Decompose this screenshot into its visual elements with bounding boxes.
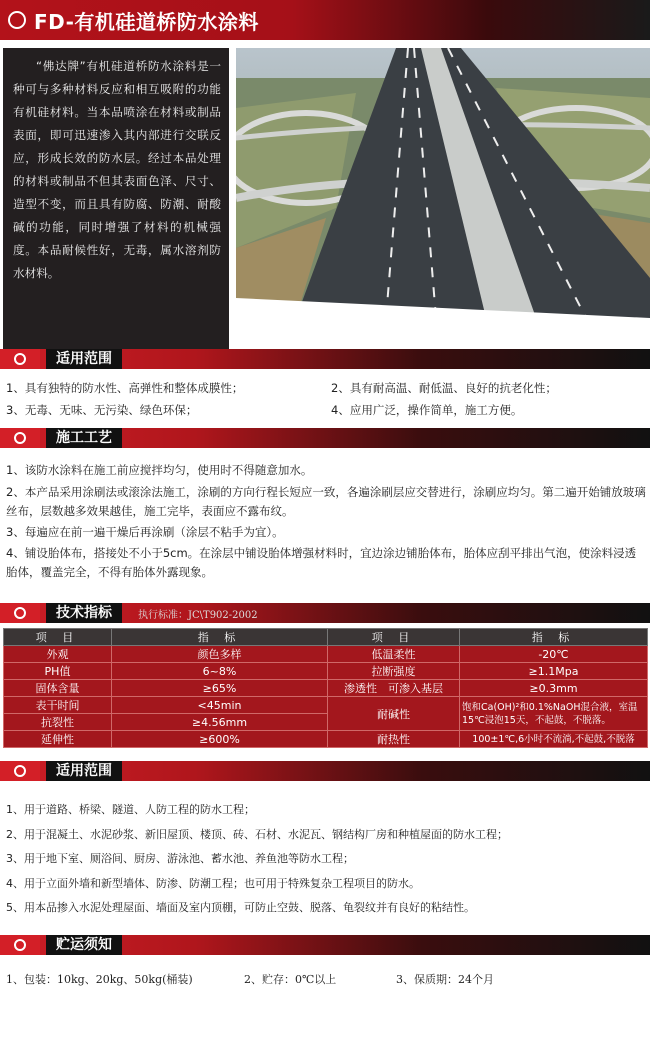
column-header: 项 目 [4,629,112,646]
list-item: 3、用于地下室、厕浴间、厨房、游泳池、蓄水池、养鱼池等防水工程； [6,852,354,865]
spec-table [3,628,648,748]
list-item: 5、用本品掺入水泥处理屋面、墙面及室内顶棚，可防止空鼓、脱落、龟裂纹并有良好的粘结性。 [6,901,475,914]
list-item: 2、本产品采用涂刷法或滚涂法施工，涂刷的方向行程长短应一致，各遍涂刷层应交替进行，涂刷应均匀。第二遍开始铺放玻璃丝布，层数越多效果越佳，施工完毕，表面应不露布纹。 [6,485,646,518]
table-cell: ≥65% [112,680,328,697]
list-item: 3、无毒、无味、无污染、绿色环保； [6,403,198,417]
table-cell: ≥1.1Mpa [460,663,648,680]
table-cell: 耐热性 [328,731,460,748]
section-header-storage [0,935,650,955]
table-row [4,731,648,748]
list-item: 1、用于道路、桥梁、隧道、人防工程的防水工程； [6,803,255,816]
title-bar [0,0,650,40]
column-header: 指 标 [112,629,328,646]
list-item: 2、具有耐高温、耐低温、良好的抗老化性； [331,381,557,395]
circle-icon [0,603,40,623]
list-item: 2、贮存：0℃以上 [244,973,337,986]
table-cell: 6~8% [112,663,328,680]
section-title: 施工工艺 [46,428,122,448]
table-cell: 固体含量 [4,680,112,697]
table-row [4,646,648,663]
section-title: 贮运须知 [46,935,122,955]
table-cell: 表干时间 [4,697,112,714]
section-header-process [0,428,650,448]
table-cell: 延伸性 [4,731,112,748]
table-cell: PH值 [4,663,112,680]
circle-icon [0,935,40,955]
table-cell: 外观 [4,646,112,663]
circle-icon [0,428,40,448]
table-cell: 耐碱性 [328,697,460,731]
table-cell: 渗透性 可渗入基层 [328,680,460,697]
list-item: 4、用于立面外墙和新型墙体、防渗、防潮工程；也可用于特殊复杂工程项目的防水。 [6,877,420,890]
highway-interchange-photo [236,48,650,318]
table-cell: 拉断强度 [328,663,460,680]
table-cell: ≥600% [112,731,328,748]
section-title: 技术指标 [46,603,122,623]
list-item: 3、每遍应在前一遍干燥后再涂刷（涂层不粘手为宜）。 [6,525,284,539]
table-cell: 颜色多样 [112,646,328,663]
intro-text: “佛达牌”有机硅道桥防水涂料是一种可与多种材料反应和相互吸附的功能有机硅材料。当本品喷涂在材料或制品表面，即可迅速渗入其内部进行交联反应，形成长效的防水层。经过本品处理的材料或制品不但其表面色泽、尺寸、造型不变，而且具有防腐、防潮、耐酸碱的功能，同时增强了材料的机械强度。本品耐候性好，无毒，属水溶剂防水材料。 [3,48,229,358]
circle-icon [0,761,40,781]
list-item: 1、具有独特的防水性、高弹性和整体成膜性； [6,381,244,395]
list-item: 4、铺设胎体布，搭接处不小于5cm。在涂层中铺设胎体增强材料时，宜边涂边铺胎体布，胎体应刮平排出气泡，使涂料浸透胎体，覆盖完全，不得有胎体外露现象。 [6,546,637,579]
section-title: 适用范围 [46,761,122,781]
table-cell: ≥0.3mm [460,680,648,697]
list-item: 4、应用广泛，操作简单，施工方便。 [331,403,523,417]
list-item: 2、用于混凝土、水泥砂浆、新旧屋顶、楼顶、砖、石材、水泥瓦、钢结构厂房和种植屋面的防水工程； [6,828,508,841]
circle-icon [0,349,40,369]
section-header-scope [0,349,650,369]
intro-section [0,42,650,332]
list-item: 3、保质期：24个月 [396,973,494,986]
table-cell: <45min [112,697,328,714]
section-header-applications [0,761,650,781]
column-header: 项 目 [328,629,460,646]
table-row [4,663,648,680]
table-cell: 低温柔性 [328,646,460,663]
table-cell: 抗裂性 [4,714,112,731]
standard-label: 执行标准：JC\T902-2002 [138,609,258,621]
table-cell: 饱和Ca(OH)²和0.1%NaOH混合液，室温15℃浸泡15天，不起鼓，不脱落。 [460,697,648,731]
table-cell: -20℃ [460,646,648,663]
page-title: FD-有机硅道桥防水涂料 [34,9,259,34]
table-cell: 100±1℃,6小时不流淌,不起鼓,不脱落 [460,731,648,748]
table-header-row [4,629,648,646]
section-title: 适用范围 [46,349,122,369]
table-cell: ≥4.56mm [112,714,328,731]
circle-icon [8,11,26,29]
section-header-specs [0,603,650,623]
table-row [4,680,648,697]
list-item: 1、包装：10kg、20kg、50kg(桶装) [6,973,193,986]
column-header: 指 标 [460,629,648,646]
list-item: 1、该防水涂料在施工前应搅拌均匀，使用时不得随意加水。 [6,463,313,477]
table-row [4,697,648,714]
